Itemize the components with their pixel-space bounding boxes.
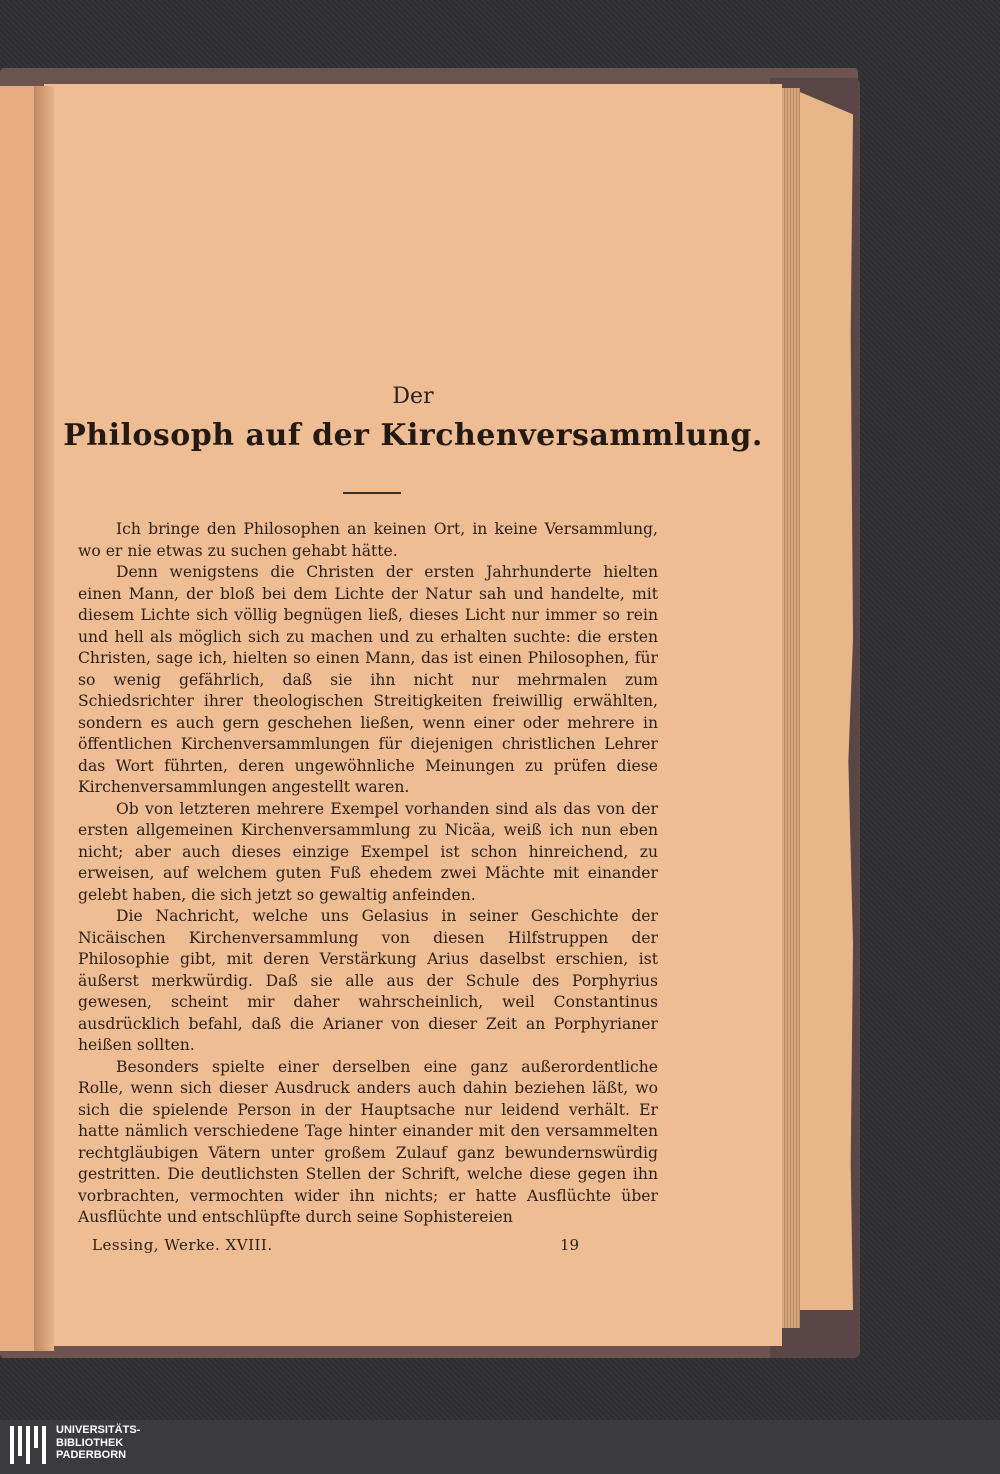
library-line: PADERBORN — [56, 1449, 127, 1461]
library-logo-icon — [8, 1422, 48, 1470]
loose-leaf-edge — [795, 90, 853, 1310]
library-line: UNIVERSITÄTS- — [56, 1424, 141, 1436]
paragraph: Denn wenigstens die Christen der ersten Jahrhunderte hielten einen Mann, der bloß bei dem Lichte der Natur sah und handelte, mit diesem Lichte sich völlig begnügen ließ, dieses Licht nur immer so rein und hell als möglich sich zu machen und zu erhalten suchte: die ersten Christen, sage ich, hielten so einen Mann, das ist einen Philosophen, für so wenig gefährlich, daß sie ihn nicht nur mehrmalen zum Schiedsrichter ihrer theologischen Streitigkeiten freiwillig erwählten, sondern es auch gern geschehen ließen, wenn einer oder mehrere in öffentlichen Kirchenversammlungen für diejenigen christlichen Lehrer das Wort führten, deren ungewöhnliche Meinungen zu prüfen diese Kirchenversammlungen angestellt waren. — [78, 563, 658, 796]
footer-signature: Lessing, Werke. XVIII. — [92, 1236, 273, 1254]
library-logo-text — [56, 1424, 140, 1462]
title-rule — [343, 492, 401, 494]
paragraph: Ob von letzteren mehrere Exempel vorhanden sind als das von der ersten allgemeinen Kirchenversammlung zu Nicäa, weiß ich nun eben nicht; aber auch dieses einzige Exempel ist schon hinreichend, zu erweisen, auf welchem guten Fuß ehedem zwei Mächte mit einander gelebt haben, die sich jetzt so gewaltig anfeinden. — [78, 799, 658, 904]
page-title: Philosoph auf der Kirchenversammlung. — [63, 418, 763, 453]
paragraph: Ich bringe den Philosophen an keinen Ort, in keine Versammlung, wo er nie etwas zu suchen gehabt hätte. — [78, 520, 658, 560]
paragraph: Die Nachricht, welche uns Gelasius in seiner Geschichte der Nicäischen Kirchenversammlung von diesen Hilfstruppen der Philosophie gibt, mit deren Verstärkung Arius daselbst erschien, ist äußerst merkwürdig. Daß sie alle aus der Schule des Porphyrius gewesen, scheint mir daher wahrscheinlich, weil Constantinus ausdrücklich befahl, daß die Arianer von dieser Zeit an Porphyrianer heißen sollten. — [78, 907, 658, 1054]
page-gutter — [34, 86, 54, 1351]
paragraph: Besonders spielte einer derselben eine ganz außerordentliche Rolle, wenn sich dieser Ausdruck anders auch dahin beziehen läßt, wo sich die spielende Person in der Hauptsache nur leidend verhält. Er hatte nämlich verschiedene Tage hinter einander mit den versammelten rechtgläubigen Vätern unter großem Zulauf ganz bewundernswürdig gestritten. Die deutlichsten Stellen der Schrift, welche diese gegen ihn vorbrachten, vermochten wider ihn nichts; er hatte Ausflüchte über Ausflüchte und entschlüpfte durch seine Sophistereien — [78, 1057, 658, 1226]
library-line: BIBLIOTHEK — [56, 1436, 124, 1449]
footer-page-number: 19 — [560, 1236, 580, 1254]
body-text — [78, 519, 658, 1229]
library-footer-bar — [0, 1420, 1000, 1472]
section-heading: Der — [392, 384, 434, 409]
